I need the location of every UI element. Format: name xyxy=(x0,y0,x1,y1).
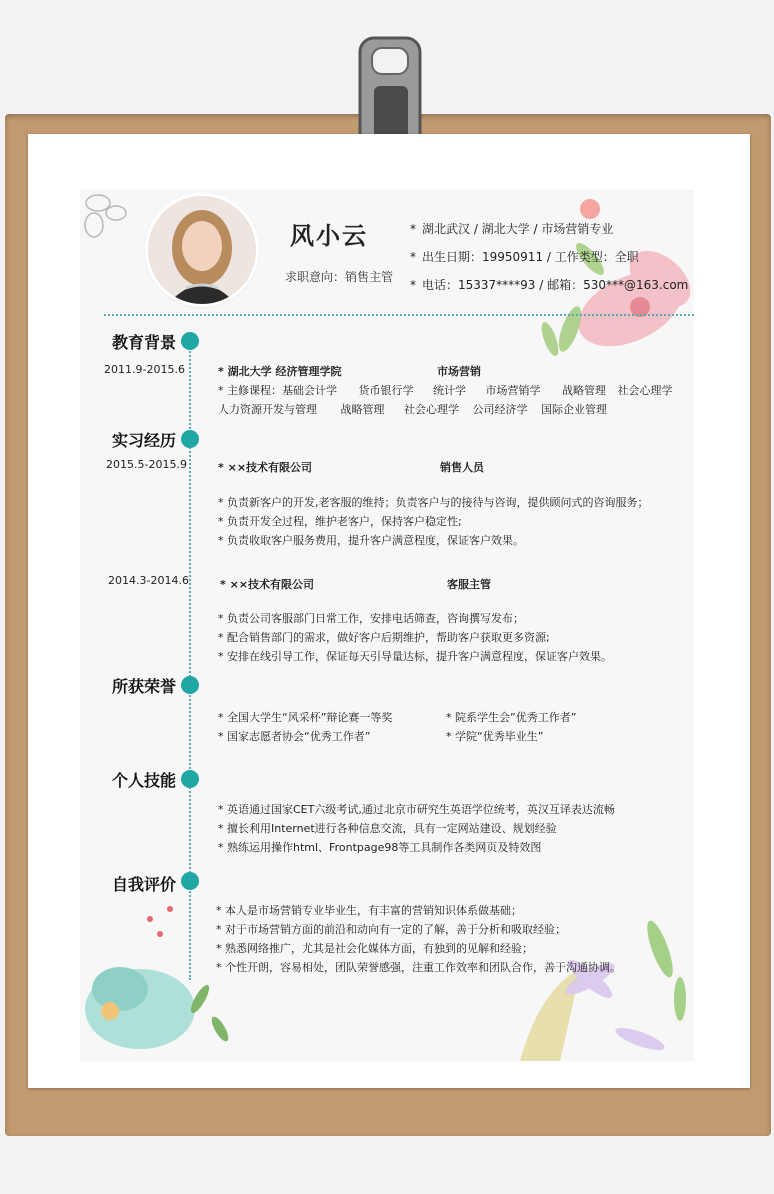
job-duty: * 安排在线引导工作，保证每天引导量达标，提升客户满意程度，保证客户效果。 xyxy=(218,650,612,663)
job-duty: * 配合销售部门的需求，做好客户后期维护，帮助客户获取更多资源; xyxy=(218,631,550,644)
person-photo-icon xyxy=(148,196,256,304)
education-date: 2011.9-2015.6 xyxy=(104,363,185,376)
honor-item: * 全国大学生“风采杯”辩论赛一等奖 xyxy=(218,711,393,724)
flower-decoration-icon xyxy=(80,189,140,249)
info-line: * 电话：15337****93 / 邮箱：530***@163.com xyxy=(410,278,689,292)
honor-item: * 学院“优秀毕业生” xyxy=(446,730,544,743)
section-title-honors: 所获荣誉 xyxy=(112,677,177,696)
timeline-dot xyxy=(181,676,199,694)
job-date: 2015.5-2015.9 xyxy=(106,458,187,471)
job-company: * ××技术有限公司 xyxy=(218,461,313,474)
honor-item: * 国家志愿者协会“优秀工作者” xyxy=(218,730,371,743)
honor-item: * 院系学生会”优秀工作者” xyxy=(446,711,577,724)
self-eval-item: * 熟悉网络推广，尤其是社会化媒体方面，有独到的见解和经验； xyxy=(216,942,533,955)
candidate-name: 风小云 xyxy=(290,222,368,250)
skill-item: * 擅长利用Internet进行各种信息交流，具有一定网站建设、规划经验 xyxy=(218,822,557,835)
section-title-education: 教育背景 xyxy=(112,333,177,352)
job-duty: * 负责新客户的开发,老客服的维持；负责客户与的接待与咨询，提供顾问式的咨询服务； xyxy=(218,496,649,509)
job-company: * ××技术有限公司 xyxy=(220,578,315,591)
job-role: 销售人员 xyxy=(440,461,484,474)
skill-item: * 英语通过国家CET六级考试,通过北京市研究生英语学位统考，英汉互译表达流畅 xyxy=(218,803,615,816)
job-duty: * 负责开发全过程，维护老客户，保持客户稳定性; xyxy=(218,515,462,528)
education-school: * 湖北大学 经济管理学院 xyxy=(218,365,342,378)
timeline-dot xyxy=(181,770,199,788)
job-duty: * 负责收取客户服务费用，提升客户满意程度，保证客户效果。 xyxy=(218,534,524,547)
info-line: * 湖北武汉 / 湖北大学 / 市场营销专业 xyxy=(410,222,614,236)
timeline-dot xyxy=(181,872,199,890)
education-major: 市场营销 xyxy=(437,365,481,378)
timeline-dot xyxy=(181,332,199,350)
timeline-dot xyxy=(181,430,199,448)
self-eval-item: * 个性开朗，容易相处，团队荣誉感强，注重工作效率和团队合作，善于沟通协调。 xyxy=(216,961,621,974)
bullet: * xyxy=(410,222,416,236)
section-title-self-eval: 自我评价 xyxy=(112,875,177,894)
job-duty: * 负责公司客服部门日常工作，安排电话筛查，咨询撰写发布； xyxy=(218,612,524,625)
job-intent: 求职意向：销售主管 xyxy=(285,270,394,284)
header-divider xyxy=(104,314,694,316)
bullet: * xyxy=(410,250,416,264)
avatar xyxy=(148,196,256,304)
self-eval-item: * 本人是市场营销专业毕业生，有丰富的营销知识体系做基础； xyxy=(216,904,522,917)
section-title-skills: 个人技能 xyxy=(112,771,177,790)
courses-line: 人力资源开发与管理 战略管理 社会心理学 公司经济学 国际企业管理 xyxy=(218,403,607,416)
flower-decoration-icon xyxy=(500,889,694,1061)
info-line: * 出生日期：19950911 / 工作类型：全职 xyxy=(410,250,639,264)
skill-item: * 熟练运用操作html、Frontpage98等工具制作各类网页及特效图 xyxy=(218,841,542,854)
job-date: 2014.3-2014.6 xyxy=(108,574,189,587)
section-title-internship: 实习经历 xyxy=(112,431,177,450)
self-eval-item: * 对于市场营销方面的前沿和动向有一定的了解，善于分析和吸取经验； xyxy=(216,923,566,936)
job-role: 客服主管 xyxy=(447,578,491,591)
bullet: * xyxy=(410,278,416,292)
courses-line: * 主修课程：基础会计学 货币银行学 统计学 市场营销学 战略管理 社会心理学 xyxy=(218,384,673,397)
